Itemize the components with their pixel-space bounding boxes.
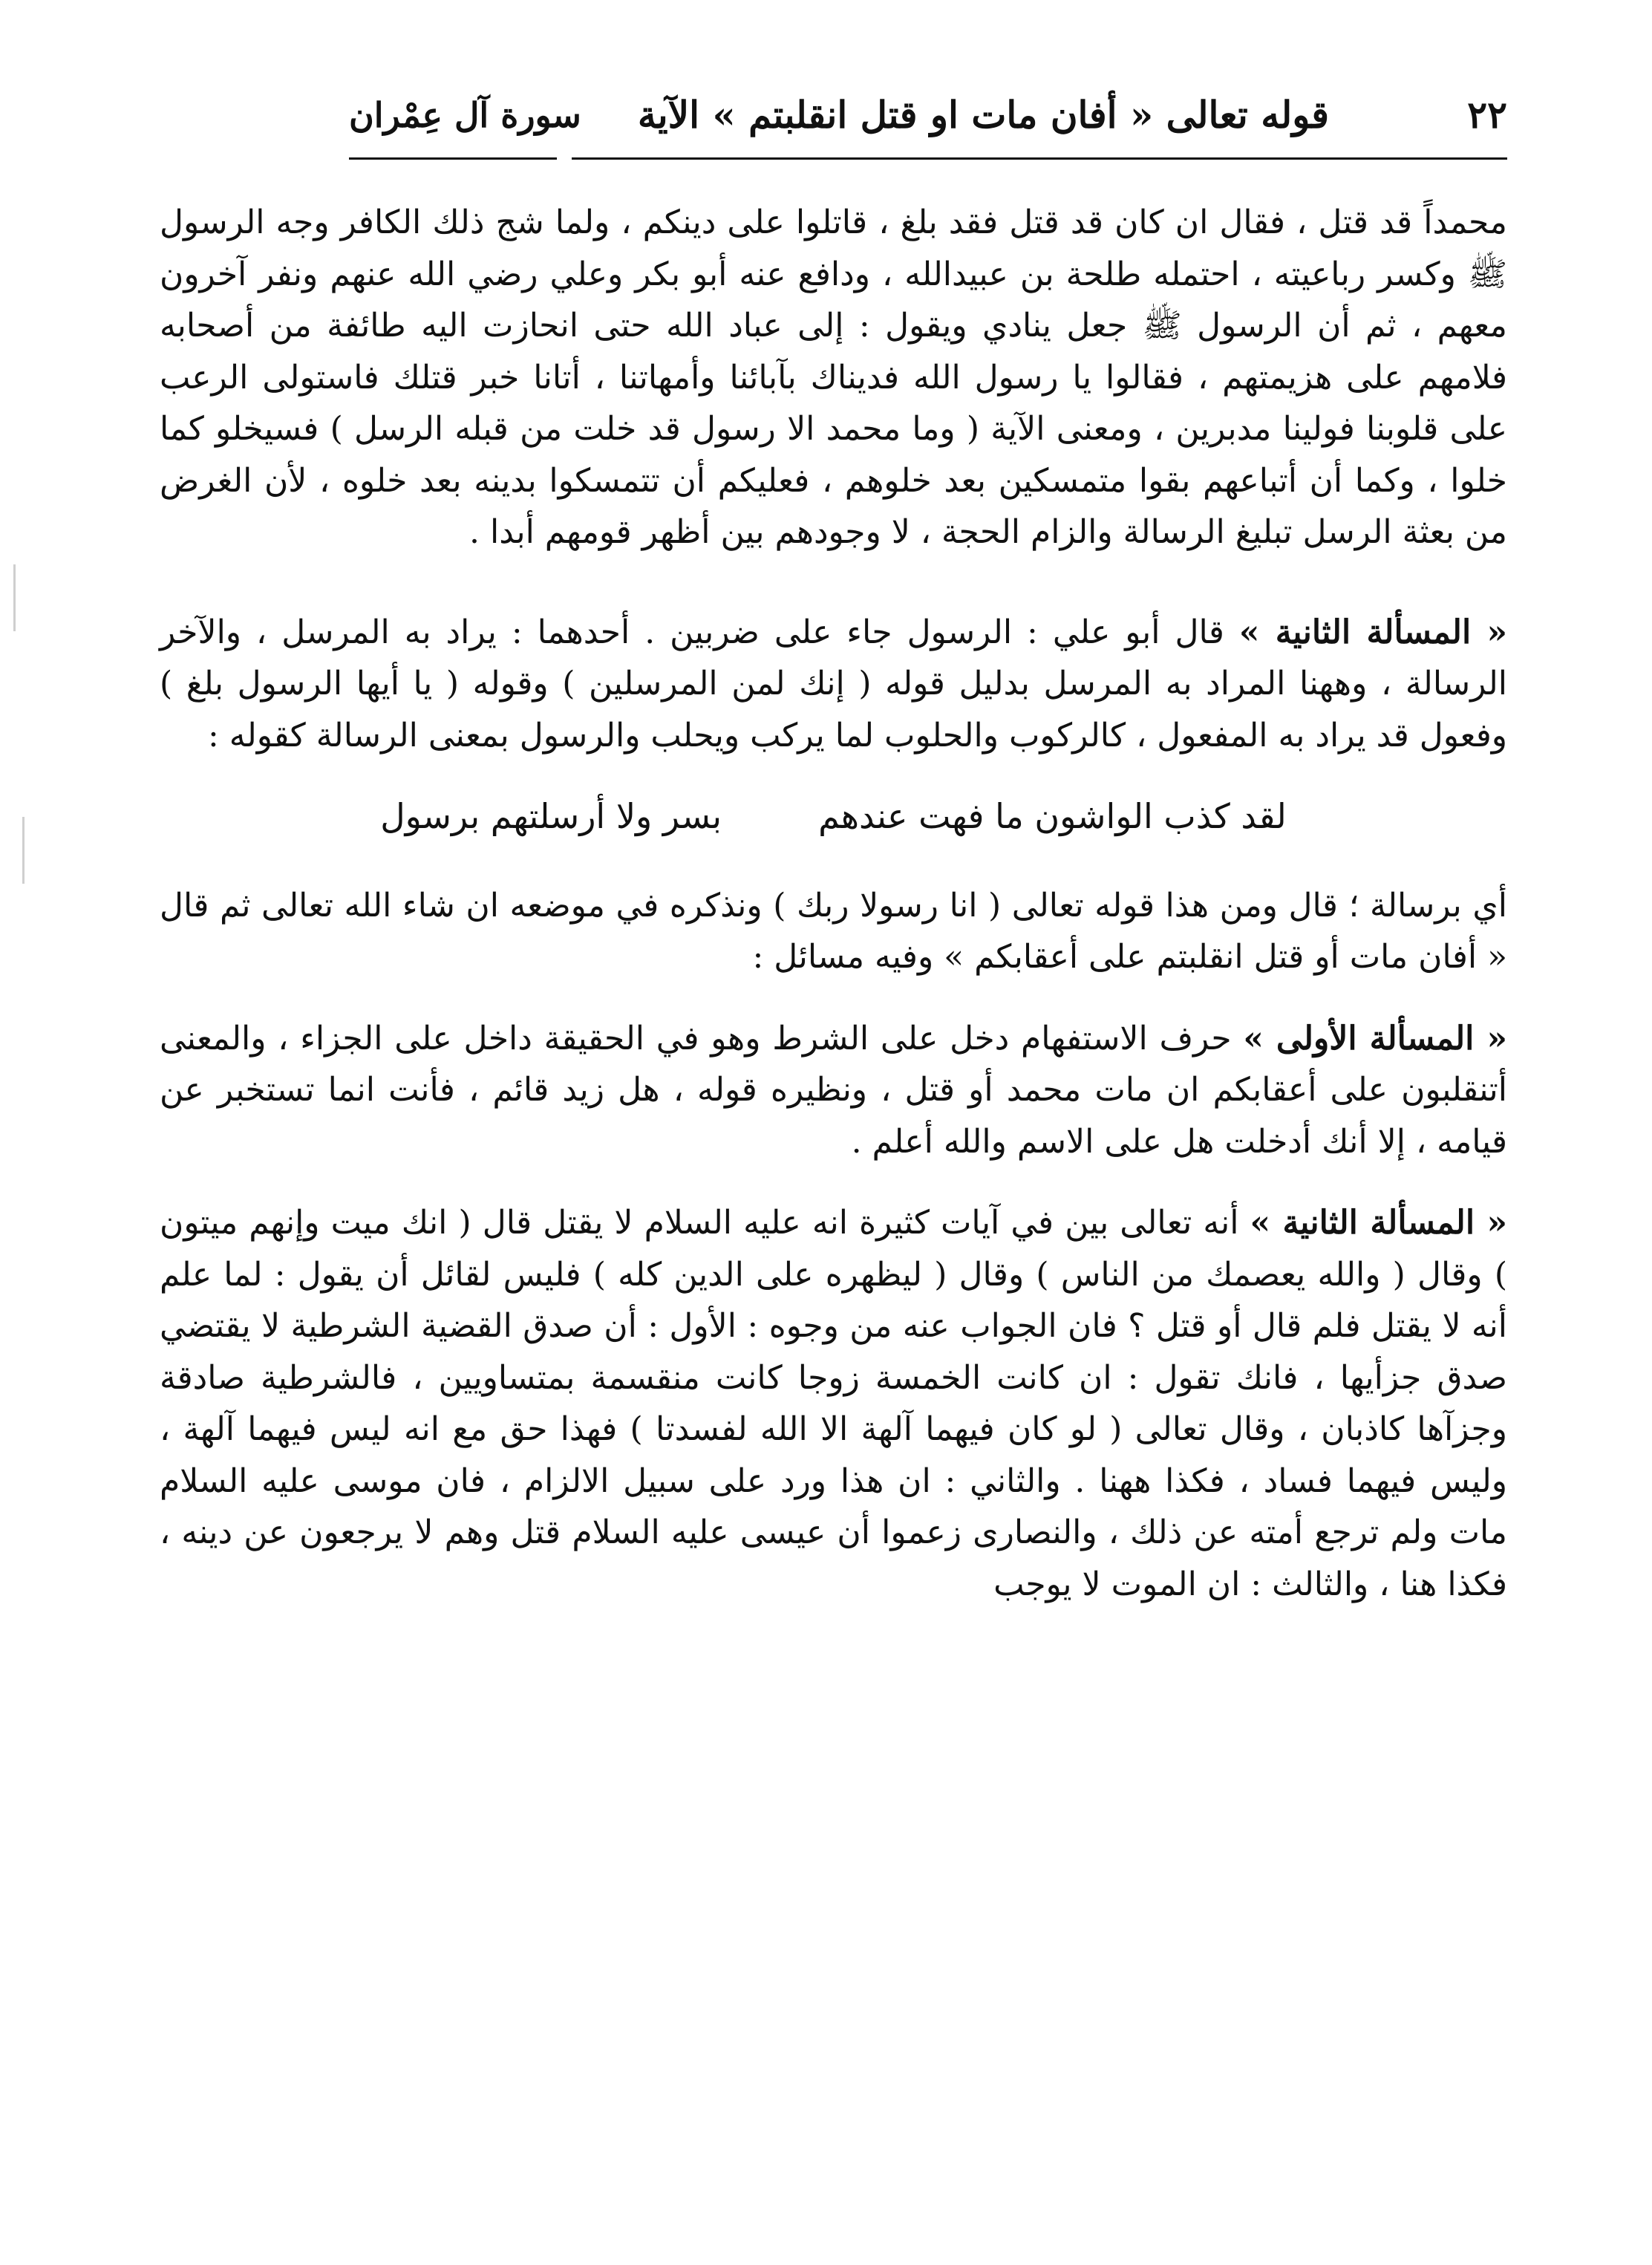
paragraph-3: أي برسالة ؛ قال ومن هذا قوله تعالى ( انا رسولا ربك ) ونذكره في موضعه ان شاء الله تعالى ثم قال « أفان مات أو قتل انقلبتم على أعقابكم » وفيه مسائل :	[160, 886, 1507, 976]
paragraph-masala-2b	[160, 1197, 1507, 1610]
surah-name: سورة آل عِمْران	[349, 95, 581, 135]
masala-heading: « المسألة الأولى »	[1243, 1019, 1507, 1057]
poetry-verse	[160, 791, 1507, 843]
paragraph-text: حرف الاستفهام دخل على الشرط وهو في الحقيقة داخل على الجزاء ، والمعنى أتنقلبون على أعقابكم ان مات محمد أو قتل ، ونظيره قوله ، هل زيد قائم ، فأنت انما تستخبر عن قيامه ، إلا أنك أدخلت هل على الاسم والله أعلم .	[160, 1019, 1508, 1161]
verse-first-hemistich: لقد كذب الواشون ما فهت عندهم	[818, 796, 1287, 836]
paragraph-masala-1	[160, 1013, 1507, 1168]
verse-second-hemistich: بسر ولا أرسلتهم برسول	[380, 796, 722, 836]
page-body	[160, 197, 1507, 1640]
running-title: قوله تعالى « أفان مات او قتل انقلبتم » الآية	[637, 93, 1329, 137]
scan-margin-mark	[13, 564, 16, 631]
header-rule-right	[572, 157, 1507, 160]
paragraph-1: محمداً قد قتل ، فقال ان كان قد قتل فقد بلغ ، قاتلوا على دينكم ، ولما شج ذلك الكافر وجه الرسول ﷺ وكسر رباعيته ، احتمله طلحة بن عبيدالله ، ودافع عنه أبو بكر وعلي رضي الله عنهم ونفر آخرون معهم ، ثم أن الرسول ﷺ جعل ينادي ويقول : إلى عباد الله حتى انحازت اليه طائفة من أصحابه فلامهم على هزيمتهم ، فقالوا يا رسول الله فديناك بآبائنا وأمهاتنا ، أتانا خبر قتلك فاستولى الرعب على قلوبنا فولينا مدبرين ، ومعنى الآية ( وما محمد الا رسول قد خلت من قبله الرسل ) فسيخلو كما خلوا ، وكما أن أتباعهم بقوا متمسكين بعد خلوهم ، فعليكم أن تتمسكوا بدينه بعد خلوه ، لأن الغرض من بعثة الرسل تبليغ الرسالة والزام الحجة ، لا وجودهم بين أظهر قومهم أبدا .	[160, 203, 1507, 551]
paragraph-text: أنه تعالى بين في آيات كثيرة انه عليه السلام لا يقتل قال ( انك ميت وإنهم ميتون ) وقال ( والله يعصمك من الناس ) وقال ( ليظهره على الدين كله ) فليس لقائل أن يقول : لما علم أنه لا يقتل فلم قال أو قتل ؟ فان الجواب عنه من وجوه : الأول : أن صدق القضية الشرطية لا يقتضي صدق جزأيها ، فانك تقول : ان كانت الخمسة زوجا كانت منقسمة بمتساويين ، فالشرطية صادقة وجزآها كاذبان ، وقال تعالى ( لو كان فيهما آلهة الا الله لفسدتا ) فهذا حق مع انه ليس فيهما آلهة ، وليس فيهما فساد ، فكذا ههنا . والثاني : ان هذا ورد على سبيل الالزام ، فان موسى عليه السلام مات ولم ترجع أمته عن ذلك ، والنصارى زعموا أن عيسى عليه السلام قتل وهم لا يرجعون عن دينه ، فكذا هنا ، والثالث : ان الموت لا يوجب	[160, 1204, 1507, 1603]
page-header	[349, 85, 1507, 145]
scan-margin-mark	[22, 817, 25, 884]
masala-heading: « المسألة الثانية »	[1238, 613, 1507, 651]
page-number: ٢٢	[1467, 93, 1507, 137]
paragraph-masala-2a	[160, 607, 1507, 762]
paragraph-text: قال أبو علي : الرسول جاء على ضربين . أحدهما : يراد به المرسل ، والآخر الرسالة ، وههنا المراد به المرسل بدليل قوله ( إنك لمن المرسلين ) وقوله ( يا أيها الرسول بلغ ) وفعول قد يراد به المفعول ، كالركوب والحلوب لما يركب ويحلب والرسول بمعنى الرسالة كقوله :	[160, 613, 1507, 755]
masala-heading: « المسألة الثانية »	[1250, 1204, 1507, 1242]
header-rule-left	[349, 157, 557, 160]
